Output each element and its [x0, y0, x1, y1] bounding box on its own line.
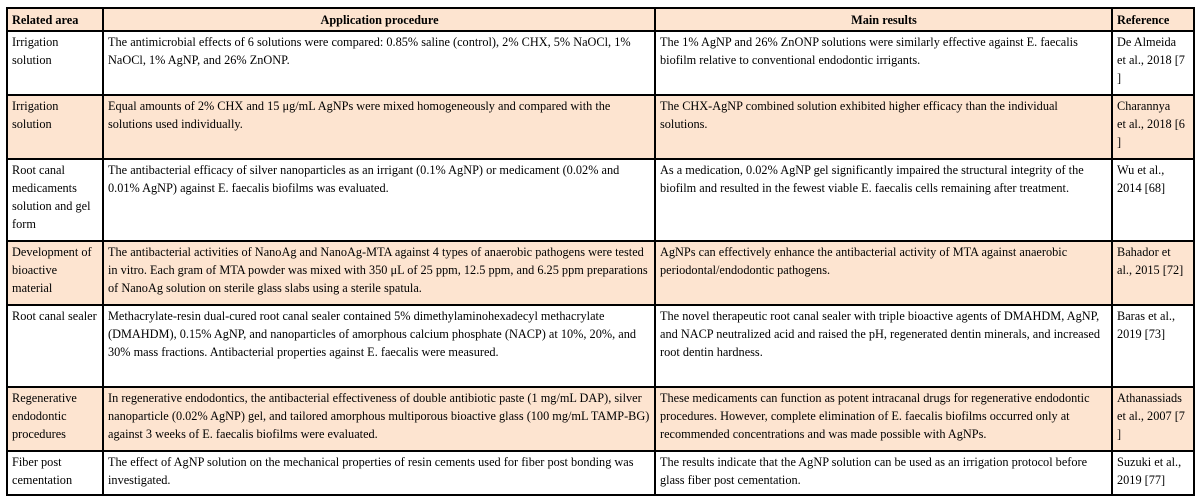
cell-related-area: Irrigation solution	[7, 31, 103, 95]
cell-reference[interactable]	[1112, 305, 1194, 387]
cell-reference[interactable]	[1112, 387, 1194, 451]
cell-reference[interactable]	[1112, 95, 1194, 159]
header-row	[7, 8, 1194, 31]
cell-related-area: Fiber post cementation	[7, 451, 103, 495]
cell-reference[interactable]	[1112, 31, 1194, 95]
table-row	[7, 31, 1194, 95]
reference-link[interactable]: Suzuki et al., 2019 [77]	[1117, 455, 1182, 487]
cell-main-results: The 1% AgNP and 26% ZnONP solutions were similarly effective against E. faecalis biofilm relative to conventional endodontic irrigants.	[655, 31, 1112, 95]
table-row	[7, 95, 1194, 159]
reference-link[interactable]: Athanassiads et al., 2007 [7 ]	[1117, 391, 1185, 441]
cell-application-procedure: Equal amounts of 2% CHX and 15 μg/mL AgNPs were mixed homogeneously and compared with the solutions used individually.	[103, 95, 655, 159]
header-main-results: Main results	[655, 8, 1112, 31]
cell-reference[interactable]	[1112, 241, 1194, 305]
cell-application-procedure: The antibacterial efficacy of silver nanoparticles as an irrigant (0.1% AgNP) or medicament (0.02% and 0.01% AgNP) against E. faecalis biofilms was evaluated.	[103, 159, 655, 241]
cell-related-area: Development of bioactive material	[7, 241, 103, 305]
table-row	[7, 451, 1194, 495]
cell-main-results: The CHX-AgNP combined solution exhibited higher efficacy than the individual solutions.	[655, 95, 1112, 159]
cell-main-results: The results indicate that the AgNP solution can be used as an irrigation protocol before glass fiber post cementation.	[655, 451, 1112, 495]
cell-main-results: The novel therapeutic root canal sealer with triple bioactive agents of DMAHDM, AgNP, and NACP neutralized acid and raised the pH, regenerated dentin minerals, and increased root dentin hardness.	[655, 305, 1112, 387]
table-row	[7, 241, 1194, 305]
cell-related-area: Regenerative endodontic procedures	[7, 387, 103, 451]
cell-application-procedure: In regenerative endodontics, the antibacterial effectiveness of double antibiotic paste (1 mg/mL DAP), silver nanoparticle (0.02% AgNP) gel, and tailored amorphous multiporous bioactive glass (100 mg/mL TAMP-BG) against 3 weeks of E. faecalis biofilms were evaluated.	[103, 387, 655, 451]
header-reference: Reference	[1112, 8, 1194, 31]
cell-application-procedure: The effect of AgNP solution on the mechanical properties of resin cements used for fiber post bonding was investigated.	[103, 451, 655, 495]
cell-related-area: Irrigation solution	[7, 95, 103, 159]
cell-main-results: These medicaments can function as potent intracanal drugs for regenerative endodontic procedures. However, complete elimination of E. faecalis biofilms occurred only at recommended concentrations and was made possible with AgNPs.	[655, 387, 1112, 451]
reference-link[interactable]: Charannya et al., 2018 [6 ]	[1117, 99, 1185, 149]
cell-application-procedure: The antimicrobial effects of 6 solutions were compared: 0.85% saline (control), 2% CHX, 5% NaOCl, 1% NaOCl, 1% AgNP, and 26% ZnONP.	[103, 31, 655, 95]
cell-reference[interactable]	[1112, 451, 1194, 495]
reference-link[interactable]: Bahador et al., 2015 [72]	[1117, 245, 1184, 277]
header-application-procedure: Application procedure	[103, 8, 655, 31]
table-row	[7, 387, 1194, 451]
cell-main-results: AgNPs can effectively enhance the antibacterial activity of MTA against anaerobic periodontal/endodontic pathogens.	[655, 241, 1112, 305]
table-row	[7, 159, 1194, 241]
reference-link[interactable]: Wu et al., 2014 [68]	[1117, 163, 1166, 195]
studies-table	[6, 7, 1195, 496]
cell-related-area: Root canal sealer	[7, 305, 103, 387]
table-row	[7, 305, 1194, 387]
cell-application-procedure: The antibacterial activities of NanoAg and NanoAg-MTA against 4 types of anaerobic pathogens were tested in vitro. Each gram of MTA powder was mixed with 350 μL of 25 ppm, 12.5 ppm, and 6.25 ppm preparations of NanoAg solution on sterile glass slabs using a sterile spatula.	[103, 241, 655, 305]
cell-main-results: As a medication, 0.02% AgNP gel significantly impaired the structural integrity of the biofilm and resulted in the fewest viable E. faecalis cells remaining after treatment.	[655, 159, 1112, 241]
cell-application-procedure: Methacrylate-resin dual-cured root canal sealer contained 5% dimethylaminohexadecyl methacrylate (DMAHDM), 0.15% AgNP, and nanoparticles of amorphous calcium phosphate (NACP) at 10%, 20%, and 30% mass fractions. Antibacterial properties against E. faecalis were measured.	[103, 305, 655, 387]
cell-reference[interactable]	[1112, 159, 1194, 241]
header-related-area: Related area	[7, 8, 103, 31]
cell-related-area: Root canal medicaments solution and gel form	[7, 159, 103, 241]
reference-link[interactable]: Baras et al., 2019 [73]	[1117, 309, 1176, 341]
reference-link[interactable]: De Almeida et al., 2018 [7 ]	[1117, 35, 1185, 85]
